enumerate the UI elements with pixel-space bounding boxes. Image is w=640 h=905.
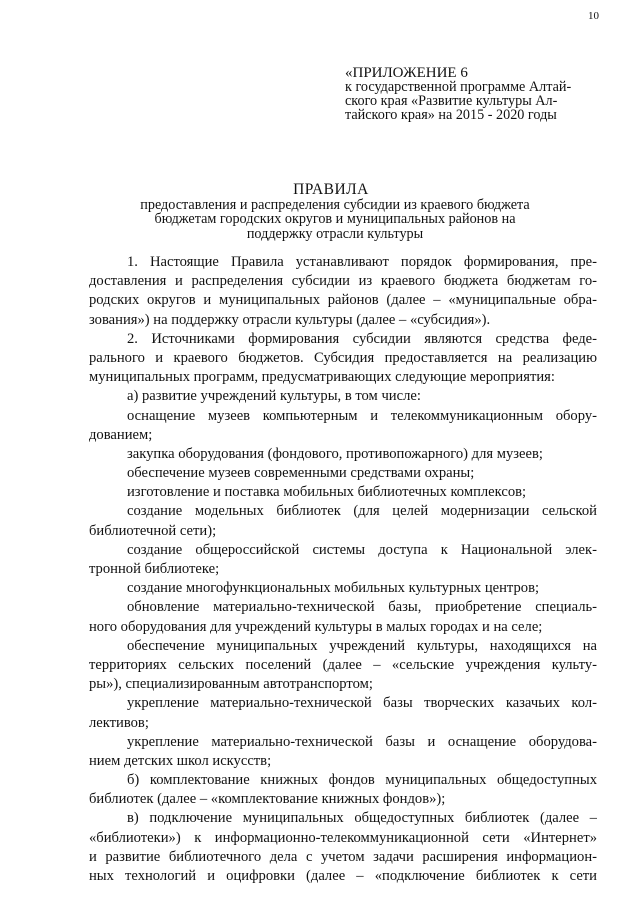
appendix-line: к государственной программе Алтай- xyxy=(345,79,572,95)
body-line: нием детских школ искусств; xyxy=(89,752,272,769)
body-line: укрепление материально-технической базы творческих казачьих кол- xyxy=(127,695,597,712)
appendix-line: ского края «Развитие культуры Ал- xyxy=(345,93,558,109)
body-line: зования») на поддержку отрасли культуры (далее – «субсидия»). xyxy=(89,311,491,328)
body-line: ного оборудования для учреждений культуры в малых городах и на селе; xyxy=(89,618,543,635)
body-line: укрепление материально-технической базы и оснащение оборудова- xyxy=(127,733,597,750)
body-line: создание общероссийской системы доступа к Национальной элек- xyxy=(127,541,597,558)
body-line: б) комплектование книжных фондов муниципальных общедоступных xyxy=(127,772,597,789)
body-line: тронной библиотеке; xyxy=(89,561,220,577)
body-line: 1. Настоящие Правила устанавливают порядок формирования, пре- xyxy=(127,254,597,270)
appendix-header xyxy=(345,66,605,122)
body-line: ных технологий и оцифровки (далее – «подключение библиотек к сети xyxy=(89,868,597,884)
document-body xyxy=(89,253,597,886)
body-line: и развитие библиотечного дела с учетом задачи расширения информацион- xyxy=(89,848,597,865)
body-line: родских округов и муниципальных районов (далее – «муниципальные обра- xyxy=(89,292,597,309)
subtitle-line: предоставления и распределения субсидии из краевого бюджета xyxy=(140,197,530,213)
appendix-line: «ПРИЛОЖЕНИЕ 6 xyxy=(345,65,468,81)
body-line: муниципальных программ, предусматривающих следующие мероприятия: xyxy=(89,369,555,386)
body-line: закупка оборудования (фондового, противопожарного) для музеев; xyxy=(127,445,543,462)
body-line: территориях сельских поселений (далее – «сельские учреждения культу- xyxy=(89,656,597,673)
body-line: создание многофункциональных мобильных культурных центров; xyxy=(127,580,540,597)
body-line: рального и краевого бюджетов. Субсидия предоставляется на реализацию xyxy=(89,349,597,366)
subtitle-line: поддержку отрасли культуры xyxy=(246,225,424,242)
rules-heading xyxy=(0,181,640,241)
body-line: 2. Источниками формирования субсидии являются средства феде- xyxy=(127,330,597,347)
body-line: обеспечение муниципальных учреждений культуры, находящихся на xyxy=(127,637,597,654)
body-line: а) развитие учреждений культуры, в том числе: xyxy=(127,388,421,405)
body-line: библиотек (далее – «комплектование книжных фондов»); xyxy=(89,791,446,808)
body-line: лективов; xyxy=(89,714,149,731)
body-line: дованием; xyxy=(89,426,153,443)
body-line: доставления и распределения субсидии из краевого бюджета бюджетам го- xyxy=(89,273,597,290)
body-line: обеспечение музеев современными средствами охраны; xyxy=(127,465,475,482)
document-title: ПРАВИЛА xyxy=(293,181,369,198)
body-line: обновление материально-технической базы, приобретение специаль- xyxy=(127,599,597,616)
subtitle-line: бюджетам городских округов и муниципальных районов на xyxy=(154,211,516,228)
body-line: «библиотеки») к информационно-телекоммуникационной сети «Интернет» xyxy=(89,829,597,846)
body-line: ры»), специализированным автотранспортом; xyxy=(89,676,373,693)
body-line: создание модельных библиотек (для целей модернизации сельской xyxy=(127,503,597,520)
body-line: оснащение музеев компьютерным и телекоммуникационным обору- xyxy=(127,407,597,424)
document-subtitle xyxy=(0,198,640,241)
appendix-line: тайского края» на 2015 - 2020 годы xyxy=(345,107,557,123)
body-line: изготовление и поставка мобильных библиотечных комплексов; xyxy=(127,484,527,501)
body-line: в) подключение муниципальных общедоступных библиотек (далее – xyxy=(127,810,597,827)
body-line: библиотечной сети); xyxy=(89,522,217,539)
page-number: 10 xyxy=(588,10,599,22)
